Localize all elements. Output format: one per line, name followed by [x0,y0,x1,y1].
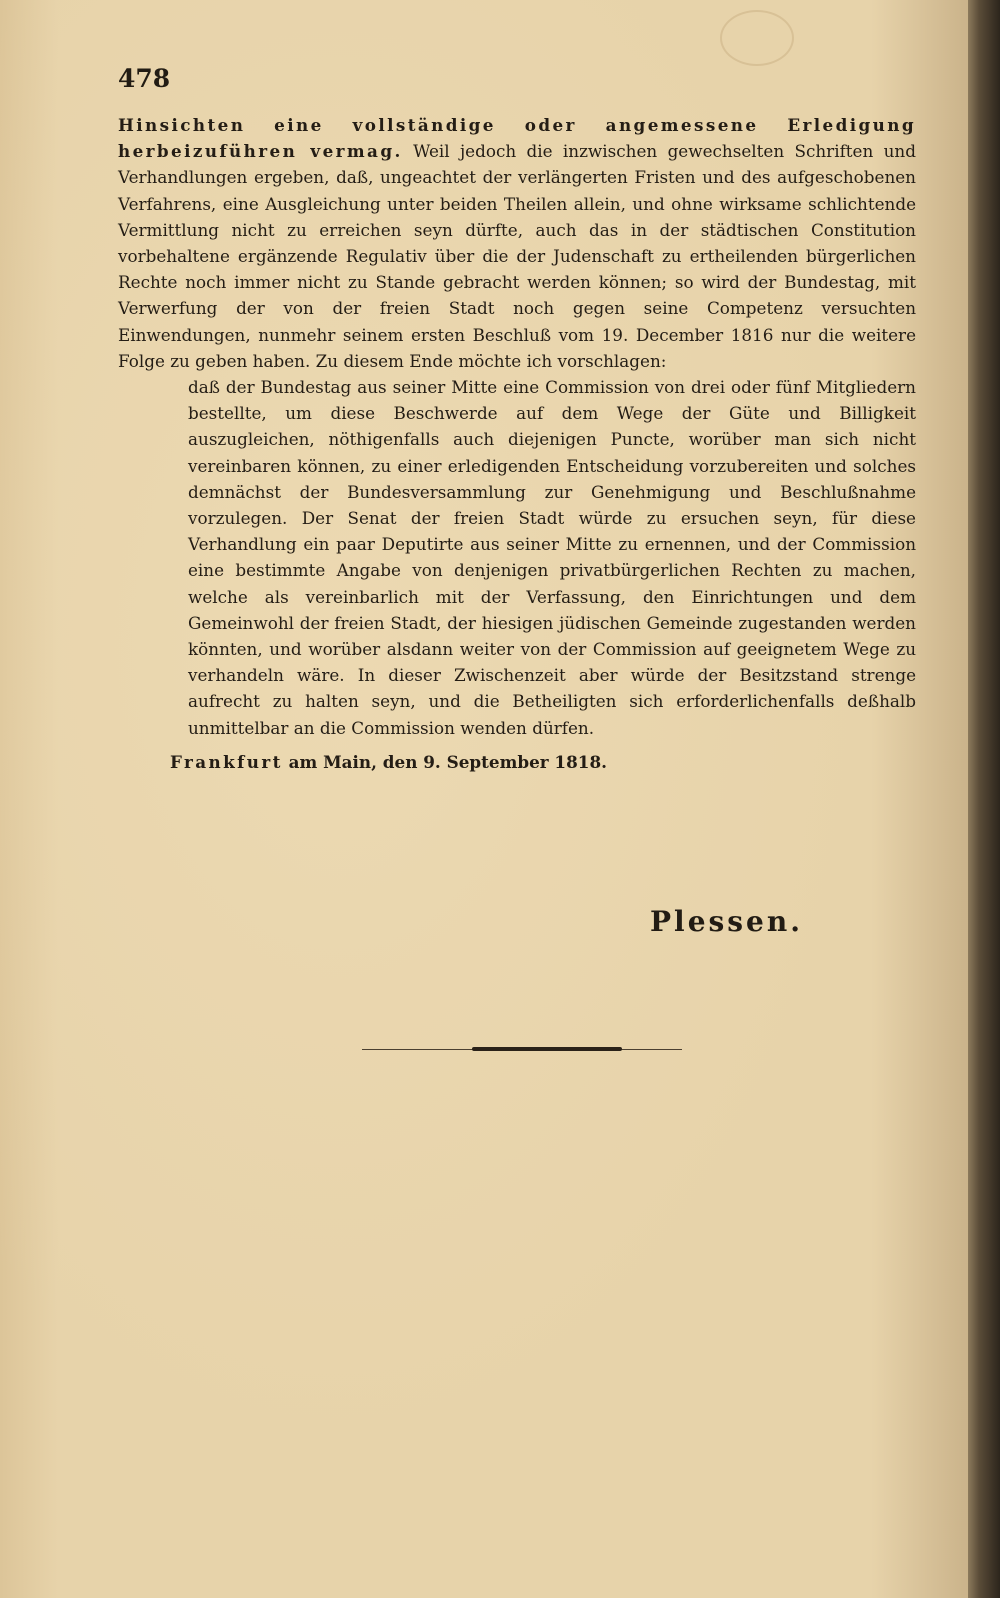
intro-paragraph [118,112,916,374]
page-number: 478 [118,64,171,93]
place-name: Frankfurt [170,751,283,772]
rule-thick-line [472,1047,622,1051]
date-text: am Main, den 9. September 1818. [282,751,607,772]
signature: Plessen. [650,905,803,938]
faded-stamp-mark [720,10,794,66]
intro-text: Weil jedoch die inzwischen gewechselten Schriften und Verhandlungen ergeben, daß, ungeachtet der verlängerten Fristen und des aufgeschobenen Verfahrens, eine Ausgleichung unter beiden Theilen allein, und ohne wirksame schlichtende Vermittlung nicht zu erreichen seyn dürfte, auch das in der städtischen Constitution vorbehaltene ergänzende Regulativ über die der Judenschaft zu ertheilenden bürgerlichen Rechte noch immer nicht zu Stande gebracht werden können; so wird der Bundestag, mit Verwerfung der von der freien Stadt noch gegen seine Competenz versuchten Einwendungen, nunmehr seinem ersten Beschluß vom 19. December 1816 nur die weitere Folge zu geben haben. Zu diesem Ende möchte ich vorschlagen: [118,141,916,371]
intro-spaced-text: Hinsichten eine vollständige oder angemessene Erledigung herbeizuführen vermag. [118,115,916,162]
proposal-paragraph: daß der Bundestag aus seiner Mitte eine Commission von drei oder fünf Mitgliedern bestellte, um diese Beschwerde auf dem Wege der Güte und Billigkeit auszugleichen, nöthigenfalls auch diejenigen Puncte, worüber man sich nicht vereinbaren können, zu einer erledigenden Entscheidung vorzubereiten und solches demnächst der Bundesversammlung zur Genehmigung und Beschlußnahme vorzulegen. Der Senat der freien Stadt würde zu ersuchen seyn, für diese Verhandlung ein paar Deputirte aus seiner Mitte zu ernennen, und der Commission eine bestimmte Angabe von denjenigen privatbürgerlichen Rechten zu machen, welche als vereinbarlich mit der Verfassung, den Einrichtungen und dem Gemeinwohl der freien Stadt, der hiesigen jüdischen Gemeinde zugestanden werden könnten, und worüber alsdann weiter von der Commission auf geeignetem Wege zu verhandeln wäre. In dieser Zwischenzeit aber würde der Besitzstand strenge aufrecht zu halten seyn, und die Betheiligten sich erforderlichenfalls deßhalb unmittelbar an die Commission wenden dürfen. [188,377,916,738]
date-line [170,749,916,775]
text-body [118,112,916,775]
book-edge [968,0,1000,1598]
closing-rule [362,1046,682,1052]
